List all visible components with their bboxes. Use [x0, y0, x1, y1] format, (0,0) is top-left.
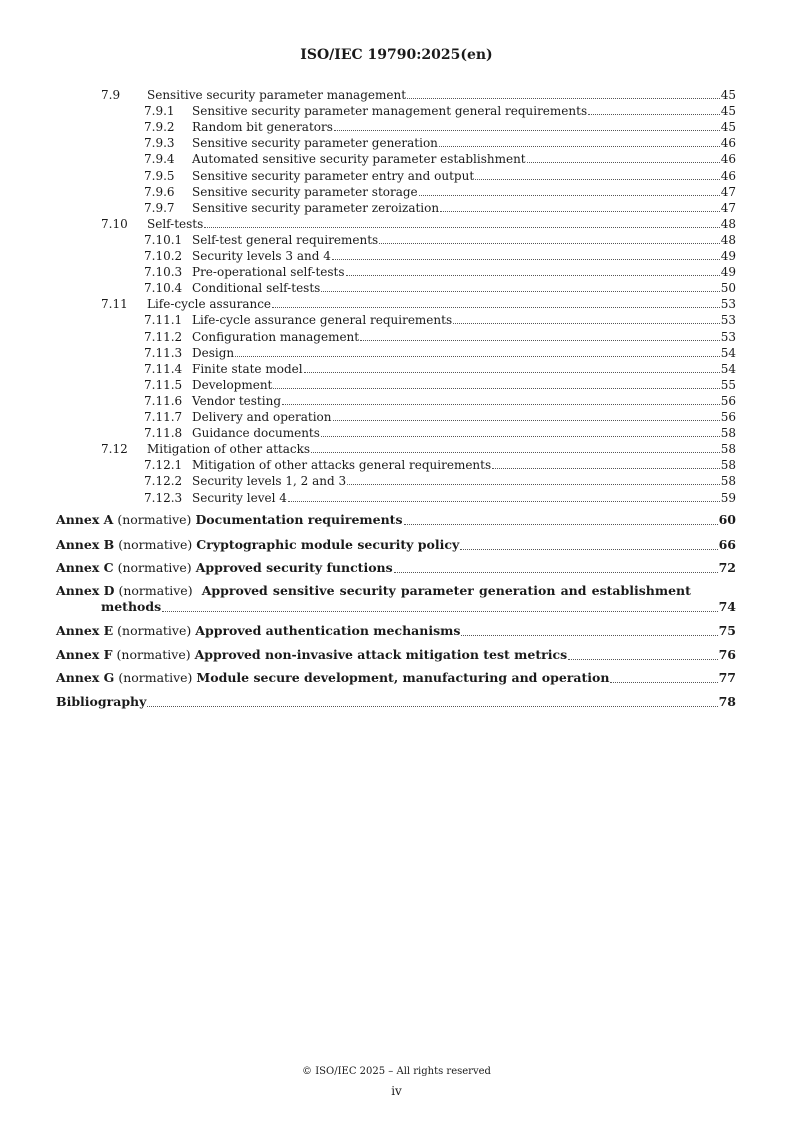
annex-label: Annex E: [56, 623, 114, 638]
annex-d-word: generation: [479, 583, 556, 598]
dot-leader: [475, 179, 720, 180]
section-title: Pre-operational self-tests: [192, 265, 345, 280]
toc-entry[interactable]: [144, 263, 736, 279]
annex-label: Annex D: [56, 583, 115, 598]
dot-leader: [610, 682, 717, 683]
annex-d-word: security: [339, 583, 396, 598]
page-number: 58: [720, 442, 736, 457]
annex-label: Annex B: [56, 537, 115, 552]
dot-leader: [311, 452, 720, 453]
page-number: 74: [718, 599, 736, 614]
annex-title: Approved non-invasive attack mitigation test metrics: [194, 647, 568, 662]
section-title: Development: [192, 377, 273, 392]
toc-entry[interactable]: [144, 360, 736, 376]
annex-d-word: Approved: [201, 583, 268, 598]
section-title: Security levels 3 and 4: [192, 249, 331, 263]
bibliography-title: Bibliography: [56, 694, 147, 709]
section-number: 7.10: [101, 216, 128, 231]
toc-entry[interactable]: [144, 311, 736, 327]
page-number: 55: [720, 377, 736, 392]
toc-entry[interactable]: [144, 231, 736, 247]
page-number: 72: [718, 560, 736, 575]
dot-leader: [588, 114, 720, 115]
toc-entry[interactable]: [144, 489, 736, 505]
dot-leader: [460, 549, 717, 550]
annex-kind: (normative): [117, 560, 192, 575]
page-number: 58: [720, 426, 736, 441]
dot-leader: [404, 524, 718, 525]
section-number: 7.11.7: [144, 410, 183, 424]
annex-title: Approved authentication mechanisms: [195, 623, 461, 638]
toc-entry[interactable]: [144, 376, 736, 392]
page-number: 54: [720, 345, 736, 360]
page-number: 56: [720, 410, 736, 424]
page-number: 76: [718, 647, 736, 662]
annex-entry[interactable]: [56, 647, 736, 663]
dot-leader: [419, 195, 720, 196]
section-number: 7.11.5: [144, 377, 183, 392]
toc-entry[interactable]: [144, 279, 736, 295]
dot-leader: [147, 706, 717, 707]
section-number: 7.11: [101, 297, 128, 312]
page-number: 53: [720, 297, 736, 312]
dot-leader: [235, 356, 720, 357]
page-number: 66: [718, 537, 736, 552]
page-number: 47: [720, 200, 736, 215]
section-number: 7.9.5: [144, 168, 175, 183]
page-number: 58: [720, 474, 736, 489]
section-title: Self-test general requirements: [192, 232, 379, 247]
toc-entry[interactable]: [144, 183, 736, 199]
section-number: 7.11.3: [144, 345, 183, 360]
section-title: Security levels 1, 2 and 3: [192, 474, 347, 489]
annex-entry[interactable]: [56, 623, 736, 639]
dot-leader: [334, 130, 720, 131]
page-number: 50: [720, 281, 736, 296]
annex-label: Annex G: [56, 670, 115, 685]
annex-entry[interactable]: [56, 512, 736, 528]
annex-d-line-1[interactable]: [56, 583, 736, 599]
page-number: 58: [720, 458, 736, 473]
page-number: 45: [720, 120, 736, 135]
dot-leader: [492, 468, 720, 469]
page-number: 49: [720, 265, 736, 280]
annex-title: Cryptographic module security policy: [196, 537, 460, 552]
toc-entry[interactable]: [101, 295, 736, 311]
section-number: 7.9.1: [144, 104, 175, 119]
page-number: 77: [718, 670, 736, 685]
annex-kind: (normative): [118, 537, 193, 552]
annex-title-continued: methods: [101, 599, 162, 614]
page-number: 48: [720, 216, 736, 231]
section-number: 7.12: [101, 442, 128, 457]
annex-d-word: establishment: [591, 583, 691, 598]
toc-entry[interactable]: [144, 134, 736, 150]
toc-entry[interactable]: [144, 167, 736, 183]
toc-entry[interactable]: [144, 102, 736, 118]
dot-leader: [527, 162, 720, 163]
section-number: 7.11.4: [144, 361, 183, 376]
section-title: Finite state model: [192, 361, 303, 376]
annex-kind: (normative): [116, 647, 191, 662]
section-title: Delivery and operation: [192, 410, 332, 424]
dot-leader: [332, 259, 720, 260]
page-number: 46: [720, 168, 736, 183]
dot-leader: [453, 323, 720, 324]
annex-label: Annex C: [56, 560, 114, 575]
document-header: ISO/IEC 19790:2025(en): [300, 47, 493, 63]
page-number: 49: [720, 249, 736, 263]
dot-leader: [379, 243, 720, 244]
section-title: Sensitive security parameter zeroization: [192, 200, 440, 215]
annex-d-word: sensitive: [272, 583, 335, 598]
page-number: 45: [720, 104, 736, 119]
dot-leader: [360, 340, 720, 341]
section-number: 7.9.6: [144, 184, 175, 199]
section-title: Life-cycle assurance general requirements: [192, 313, 453, 328]
section-title: Sensitive security parameter storage: [192, 184, 418, 199]
annex-kind: (normative): [117, 623, 192, 638]
toc-entry[interactable]: [144, 472, 736, 488]
section-number: 7.11.1: [144, 313, 183, 328]
dot-leader: [272, 307, 720, 308]
annex-entry[interactable]: [56, 670, 736, 686]
page-number: 56: [720, 393, 736, 408]
annex-kind: (normative): [118, 583, 193, 598]
toc-entry[interactable]: [144, 344, 736, 360]
toc-entry[interactable]: [144, 392, 736, 408]
dot-leader: [273, 388, 719, 389]
annex-entry[interactable]: [56, 537, 736, 553]
toc-entry[interactable]: [101, 440, 736, 456]
toc-entry[interactable]: [144, 118, 736, 134]
dot-leader: [347, 484, 720, 485]
dot-leader: [288, 501, 720, 502]
dot-leader: [461, 635, 717, 636]
section-number: 7.12.3: [144, 490, 183, 505]
section-number: 7.12.2: [144, 474, 183, 489]
page-number: 47: [720, 184, 736, 199]
copyright-notice: © ISO/IEC 2025 – All rights reserved: [302, 1066, 491, 1077]
section-title: Automated sensitive security parameter establishment: [192, 152, 526, 167]
bibliography-entry[interactable]: [56, 694, 736, 710]
toc-entry[interactable]: [101, 86, 736, 102]
section-title: Design: [192, 345, 235, 360]
section-title: Sensitive security parameter entry and output: [192, 168, 475, 183]
section-number: 7.9.7: [144, 200, 175, 215]
dot-leader: [333, 420, 720, 421]
page-footer-number: iv: [391, 1084, 402, 1098]
toc-entry[interactable]: [144, 456, 736, 472]
section-title: Guidance documents: [192, 426, 320, 441]
section-title: Conditional self-tests: [192, 281, 321, 296]
page-number: 54: [720, 361, 736, 376]
annex-d-line-2[interactable]: [101, 599, 736, 615]
section-title: Sensitive security parameter management general requirements: [192, 104, 588, 119]
page-number: 45: [720, 88, 736, 102]
annex-kind: (normative): [117, 512, 192, 527]
dot-leader: [407, 98, 720, 99]
page-number: 60: [718, 512, 736, 527]
dot-leader: [321, 436, 720, 437]
section-number: 7.10.4: [144, 281, 183, 296]
dot-leader: [346, 275, 720, 276]
section-number: 7.9: [101, 88, 121, 102]
dot-leader: [282, 404, 720, 405]
section-title: Random bit generators: [192, 120, 333, 135]
dot-leader: [394, 572, 718, 573]
toc-entry[interactable]: [144, 247, 736, 263]
page-number: 59: [720, 490, 736, 505]
section-number: 7.10.1: [144, 232, 183, 247]
section-number: 7.9.4: [144, 152, 175, 167]
page-number: 75: [718, 623, 736, 638]
section-title: Sensitive security parameter generation: [192, 136, 438, 151]
page-number: 53: [720, 313, 736, 328]
section-title: Mitigation of other attacks: [147, 442, 311, 457]
section-title: Configuration management: [192, 329, 360, 344]
section-number: 7.11.8: [144, 426, 183, 441]
annex-entry[interactable]: [56, 560, 736, 576]
section-title: Self-tests: [147, 216, 204, 231]
toc-entry[interactable]: [144, 408, 736, 424]
page-number: 46: [720, 136, 736, 151]
section-number: 7.12.1: [144, 458, 183, 473]
dot-leader: [304, 372, 720, 373]
dot-leader: [440, 211, 720, 212]
dot-leader: [439, 146, 720, 147]
dot-leader: [162, 611, 717, 612]
annex-d-word: and: [560, 583, 587, 598]
annex-title: Module secure development, manufacturing and operation: [196, 670, 610, 685]
annex-title: Approved security functions: [195, 560, 393, 575]
section-number: 7.10.2: [144, 249, 183, 263]
page-number: 53: [720, 329, 736, 344]
section-number: 7.9.2: [144, 120, 175, 135]
section-number: 7.9.3: [144, 136, 175, 151]
section-number: 7.11.6: [144, 393, 183, 408]
dot-leader: [568, 659, 717, 660]
section-number: 7.10.3: [144, 265, 183, 280]
page-number: 48: [720, 232, 736, 247]
annex-label: Annex F: [56, 647, 113, 662]
toc-entry[interactable]: [101, 215, 736, 231]
dot-leader: [204, 227, 719, 228]
toc-entry[interactable]: [144, 328, 736, 344]
page-number: 78: [718, 694, 736, 709]
toc-entry[interactable]: [144, 424, 736, 440]
section-title: Mitigation of other attacks general requirements: [192, 458, 492, 473]
section-title: Security level 4: [192, 490, 287, 505]
annex-d-word: parameter: [400, 583, 474, 598]
section-number: 7.11.2: [144, 329, 183, 344]
toc-entry[interactable]: [144, 199, 736, 215]
page-number: 46: [720, 152, 736, 167]
section-title: Vendor testing: [192, 393, 282, 408]
section-title: Life-cycle assurance: [147, 297, 272, 312]
annex-title: Documentation requirements: [195, 512, 403, 527]
annex-label: Annex A: [56, 512, 114, 527]
dot-leader: [321, 291, 719, 292]
toc-entry[interactable]: [144, 150, 736, 166]
annex-kind: (normative): [118, 670, 193, 685]
section-title: Sensitive security parameter management: [147, 88, 407, 102]
